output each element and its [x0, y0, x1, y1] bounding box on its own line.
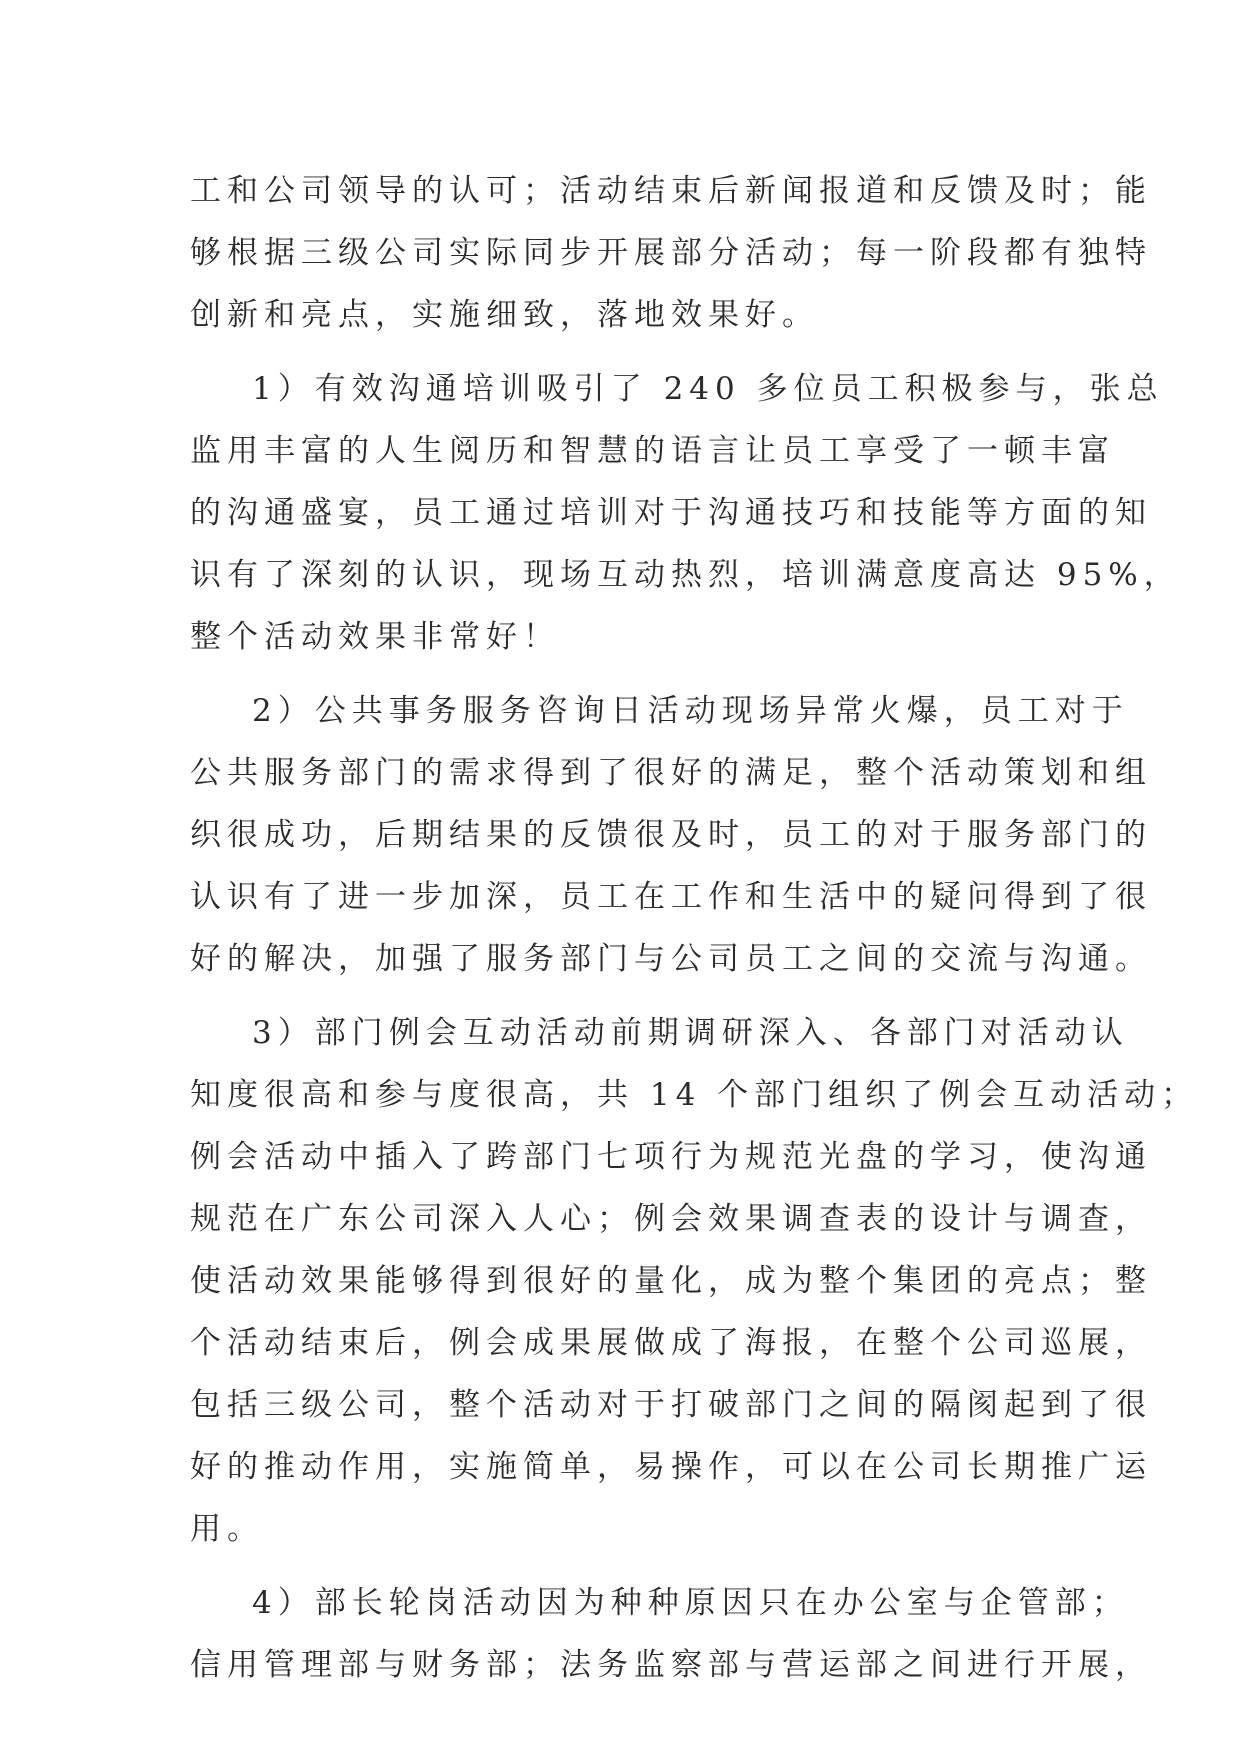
paragraph-line: 工和公司领导的认可；活动结束后新闻报道和反馈及时；能	[190, 173, 1152, 209]
paragraph-5	[190, 1572, 1152, 1696]
paragraph-line: 信用管理部与财务部；法务监察部与营运部之间进行开展，	[190, 1647, 1152, 1683]
paragraph-spacing	[190, 990, 1070, 1002]
paragraph-line: 监用丰富的人生阅历和智慧的语言让员工享受了一顿丰富	[190, 433, 1115, 469]
paragraph-4	[190, 1002, 1199, 1560]
paragraph-line: 例会活动中插入了跨部门七项行为规范光盘的学习，使沟通	[190, 1139, 1152, 1175]
paragraph-line: 1）有效沟通培训吸引了 240 多位员工积极参与，张总	[252, 371, 1164, 407]
document-body	[190, 160, 1199, 1696]
paragraph-line: 3）部门例会互动活动前期调研深入、各部门对活动认	[252, 1015, 1129, 1051]
paragraph-line: 知度很高和参与度很高，共 14 个部门组织了例会互动活动；	[190, 1077, 1199, 1113]
paragraph-line: 2）公共事务服务咨询日活动现场异常火爆，员工对于	[252, 693, 1129, 729]
paragraph-2	[190, 358, 1181, 668]
paragraph-spacing	[190, 346, 1070, 358]
paragraph-spacing	[190, 1560, 1070, 1572]
paragraph-1	[190, 160, 1152, 346]
paragraph-line: 规范在广东公司深入人心；例会效果调查表的设计与调查，	[190, 1201, 1152, 1237]
paragraph-line: 使活动效果能够得到很好的量化，成为整个集团的亮点；整	[190, 1263, 1152, 1299]
paragraph-line: 好的推动作用，实施简单，易操作，可以在公司长期推广运	[190, 1449, 1152, 1485]
paragraph-line: 认识有了进一步加深，员工在工作和生活中的疑问得到了很	[190, 879, 1152, 915]
paragraph-3	[190, 680, 1152, 990]
paragraph-line: 好的解决，加强了服务部门与公司员工之间的交流与沟通。	[190, 941, 1152, 977]
paragraph-line: 识有了深刻的认识，现场互动热烈，培训满意度高达 95%，	[190, 557, 1181, 593]
paragraph-line: 够根据三级公司实际同步开展部分活动；每一阶段都有独特	[190, 235, 1152, 271]
paragraph-line: 整个活动效果非常好！	[190, 619, 560, 655]
paragraph-line: 用。	[190, 1511, 264, 1547]
paragraph-line: 4）部长轮岗活动因为种种原因只在办公室与企管部；	[252, 1585, 1129, 1621]
paragraph-line: 织很成功，后期结果的反馈很及时，员工的对于服务部门的	[190, 817, 1152, 853]
paragraph-line: 的沟通盛宴，员工通过培训对于沟通技巧和技能等方面的知	[190, 495, 1152, 531]
paragraph-line: 创新和亮点，实施细致，落地效果好。	[190, 297, 819, 333]
paragraph-line: 公共服务部门的需求得到了很好的满足，整个活动策划和组	[190, 755, 1152, 791]
paragraph-line: 包括三级公司，整个活动对于打破部门之间的隔阂起到了很	[190, 1387, 1152, 1423]
paragraph-spacing	[190, 668, 1070, 680]
paragraph-line: 个活动结束后，例会成果展做成了海报，在整个公司巡展，	[190, 1325, 1152, 1361]
